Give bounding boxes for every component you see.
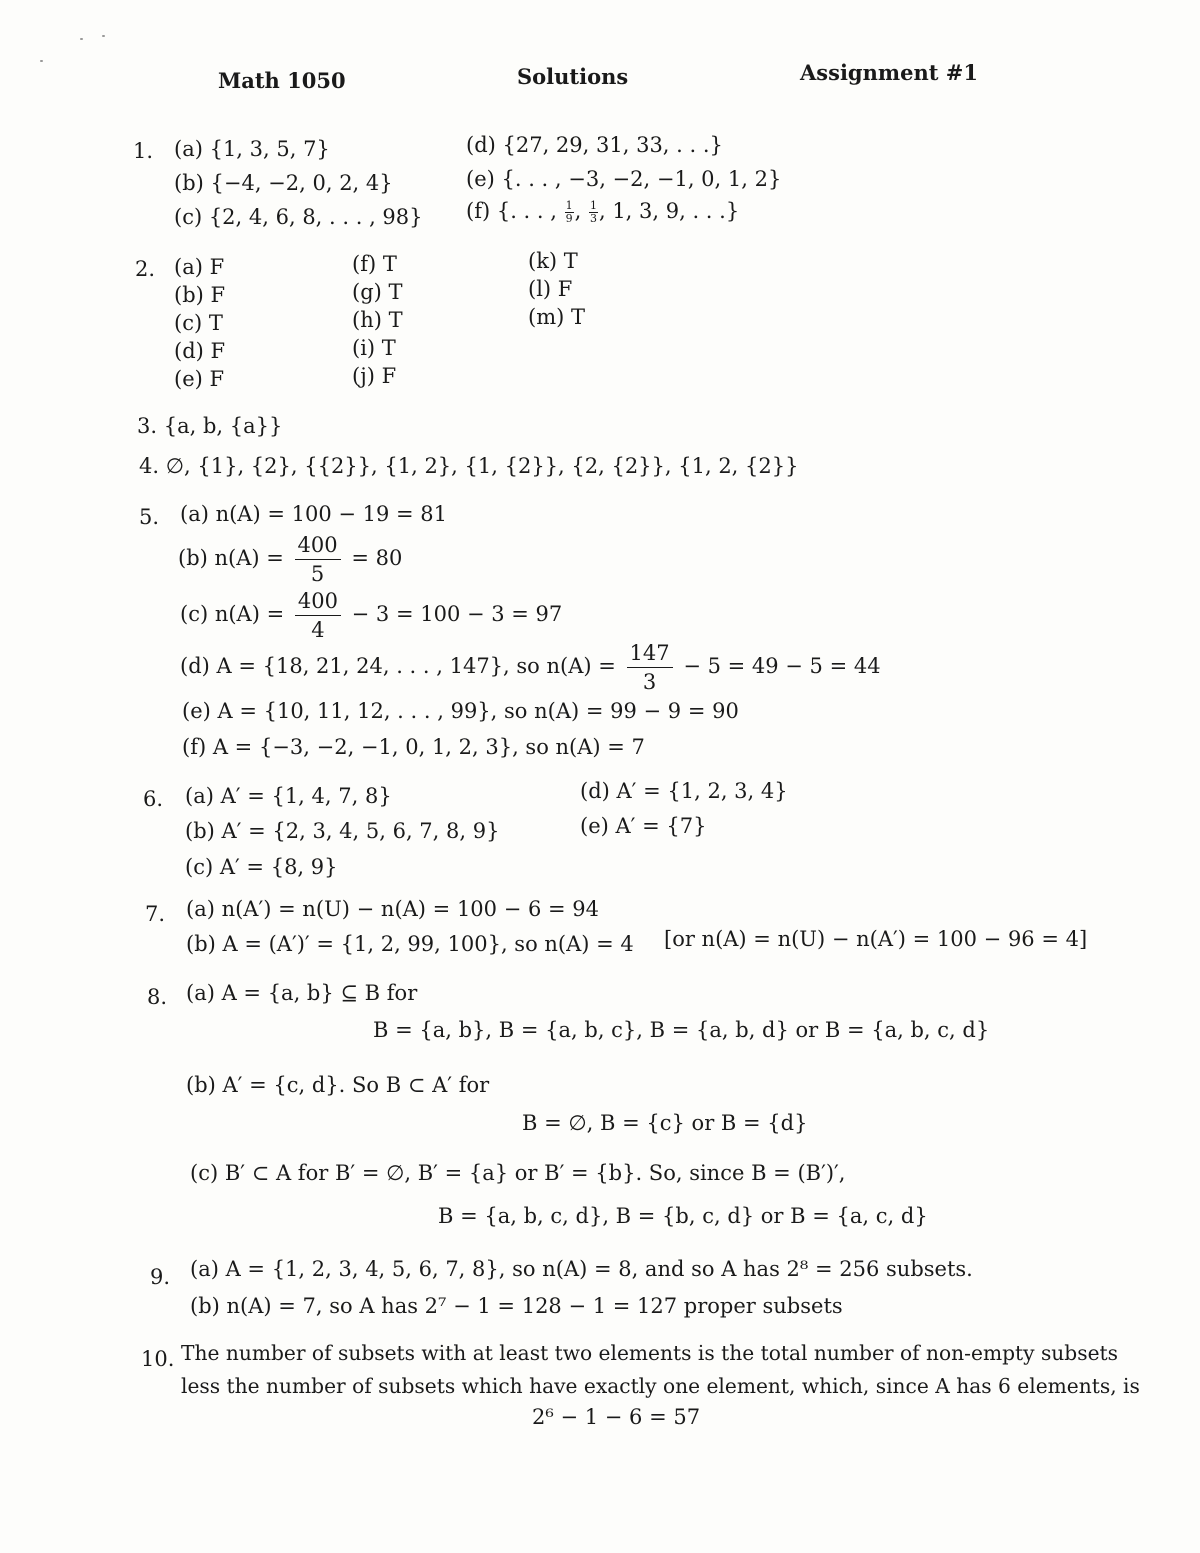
question-number: 2. (135, 257, 156, 281)
answer-5b-lhs: (b) n(A) = (178, 546, 284, 571)
answer-6e: (e) A′ = {7} (580, 814, 707, 838)
answer-2i: (i) T (352, 336, 396, 360)
answer-2k: (k) T (528, 249, 578, 273)
answer-1b: (b) {−4, −2, 0, 2, 4} (174, 171, 393, 195)
answer-8c: (c) B′ ⊂ A for B′ = ∅, B′ = {a} or B′ = {b}. So, since B = (B′)′, (190, 1161, 846, 1185)
answer-2a: (a) F (174, 255, 225, 279)
answer-5d-rhs: − 5 = 49 − 5 = 44 (683, 654, 881, 679)
answer-1a: (a) {1, 3, 5, 7} (174, 137, 330, 161)
answer-2m: (m) T (528, 305, 585, 329)
course-title: Math 1050 (218, 68, 346, 93)
scan-speck (80, 38, 83, 40)
question-number: 9. (150, 1265, 171, 1289)
fraction-147-over-3: $\frac{147}{3}$ (627, 642, 673, 693)
answer-1c: (c) {2, 4, 6, 8, . . . , 98} (174, 205, 423, 229)
answer-2l: (l) F (528, 277, 573, 301)
answer-5d (180, 642, 881, 693)
answer-1f-prefix: (f) {. . . , (466, 199, 557, 224)
question-number: 1. (133, 139, 154, 163)
answer-2c: (c) T (174, 311, 223, 335)
answer-5c-rhs: − 3 = 100 − 3 = 97 (351, 602, 563, 627)
answer-5a: (a) n(A) = 100 − 19 = 81 (180, 502, 448, 526)
answer-2b: (b) F (174, 283, 226, 307)
answer-1e: (e) {. . . , −3, −2, −1, 0, 1, 2} (466, 167, 782, 191)
answer-6c: (c) A′ = {8, 9} (185, 855, 338, 879)
answer-7b-alternative: [or n(A) = n(U) − n(A′) = 100 − 96 = 4] (664, 927, 1088, 951)
answer-8b: (b) A′ = {c, d}. So B ⊂ A′ for (186, 1073, 490, 1097)
fraction-one-ninth: $\frac{1}{9}$ (565, 199, 573, 226)
answer-8a-sets: B = {a, b}, B = {a, b, c}, B = {a, b, d} or B = {a, b, c, d} (373, 1018, 990, 1042)
answer-9a: (a) A = {1, 2, 3, 4, 5, 6, 7, 8}, so n(A) = 8, and so A has 2⁸ = 256 subsets. (190, 1257, 973, 1281)
answer-5f: (f) A = {−3, −2, −1, 0, 1, 2, 3}, so n(A) = 7 (182, 735, 645, 759)
answer-8a: (a) A = {a, b} ⊆ B for (186, 981, 418, 1005)
scan-speck (40, 60, 43, 62)
answer-2j: (j) F (352, 364, 397, 388)
answer-7b: (b) A = (A′)′ = {1, 2, 99, 100}, so n(A) = 4 (186, 932, 634, 956)
answer-2d: (d) F (174, 339, 226, 363)
question-3: 3. {a, b, {a}} (137, 414, 283, 438)
answer-7a: (a) n(A′) = n(U) − n(A) = 100 − 6 = 94 (186, 897, 600, 921)
answer-5d-lhs: (d) A = {18, 21, 24, . . . , 147}, so n(A) = (180, 654, 616, 679)
fraction-400-over-4: $\frac{400}{4}$ (295, 590, 341, 641)
question-number: 8. (147, 985, 168, 1009)
answer-6d: (d) A′ = {1, 2, 3, 4} (580, 779, 788, 803)
question-number: 5. (139, 505, 160, 529)
question-4: 4. ∅, {1}, {2}, {{2}}, {1, 2}, {1, {2}}, {2, {2}}, {1, 2, {2}} (139, 454, 799, 478)
answer-5b-rhs: = 80 (351, 546, 403, 571)
answer-2h: (h) T (352, 308, 403, 332)
answer-5e: (e) A = {10, 11, 12, . . . , 99}, so n(A) = 99 − 9 = 90 (182, 699, 739, 723)
answer-8c-sets: B = {a, b, c, d}, B = {b, c, d} or B = {a, c, d} (438, 1204, 928, 1228)
answer-5c (180, 590, 562, 641)
assignment-title: Assignment #1 (800, 60, 978, 85)
answer-10-line-2: less the number of subsets which have exactly one element, which, since A has 6 elements, is (181, 1374, 1140, 1398)
answer-8b-sets: B = ∅, B = {c} or B = {d} (522, 1111, 808, 1135)
scan-speck (102, 35, 105, 37)
answer-2f: (f) T (352, 252, 397, 276)
answer-1f-suffix: , 1, 3, 9, . . .} (598, 199, 740, 224)
answer-10-result: 2⁶ − 1 − 6 = 57 (532, 1405, 701, 1429)
question-number: 10. (141, 1347, 175, 1371)
answer-9b: (b) n(A) = 7, so A has 2⁷ − 1 = 128 − 1 = 127 proper subsets (190, 1294, 843, 1318)
answer-6b: (b) A′ = {2, 3, 4, 5, 6, 7, 8, 9} (185, 819, 500, 843)
page-title: Solutions (517, 64, 629, 89)
answer-1f: (f) {. . . , $\frac{1}{9}$ , $\frac{1}{3}$ , 1, 3, 9, . . .} (466, 199, 740, 226)
answer-2e: (e) F (174, 367, 225, 391)
answer-10-line-1: The number of subsets with at least two elements is the total number of non-empty subsets (181, 1341, 1119, 1365)
question-number: 7. (145, 902, 166, 926)
answer-6a: (a) A′ = {1, 4, 7, 8} (185, 784, 392, 808)
question-number: 6. (143, 787, 164, 811)
fraction-400-over-5: $\frac{400}{5}$ (295, 534, 341, 585)
answer-5b (178, 534, 402, 585)
answer-1d: (d) {27, 29, 31, 33, . . .} (466, 133, 723, 157)
answer-2g: (g) T (352, 280, 403, 304)
answer-5c-lhs: (c) n(A) = (180, 602, 285, 627)
fraction-one-third: $\frac{1}{3}$ (589, 199, 597, 226)
